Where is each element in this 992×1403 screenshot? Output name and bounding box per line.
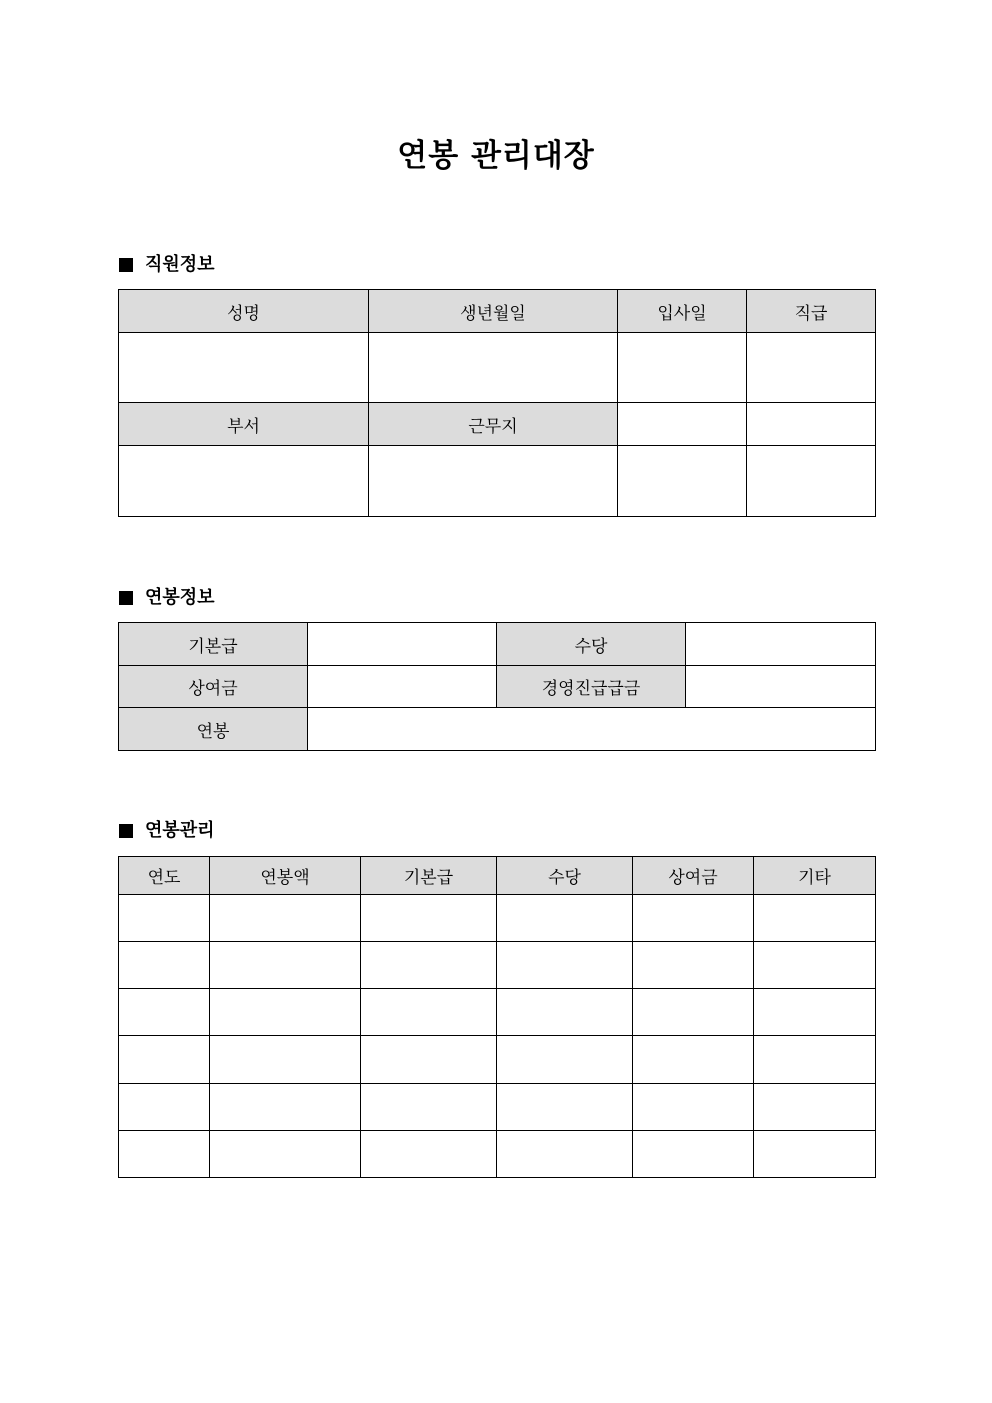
table-header-row	[119, 403, 876, 446]
base-pay-cell[interactable]	[361, 1036, 497, 1084]
bonus-cell[interactable]	[633, 895, 754, 942]
bonus-header: 상여금	[633, 857, 754, 895]
annual-amount-cell[interactable]	[210, 1131, 361, 1178]
table-row	[119, 942, 876, 989]
bonus-cell[interactable]	[633, 942, 754, 989]
allowance-cell[interactable]	[497, 989, 633, 1036]
birthdate-header: 생년월일	[369, 290, 618, 333]
bonus-cell[interactable]	[633, 989, 754, 1036]
base-pay-cell[interactable]	[361, 1131, 497, 1178]
allowance-cell[interactable]	[497, 942, 633, 989]
incentive-label: 경영진급급금	[497, 666, 686, 708]
base-pay-cell[interactable]	[361, 895, 497, 942]
workplace-header: 근무지	[369, 403, 618, 446]
salary-info-table	[118, 622, 876, 751]
bonus-cell[interactable]	[633, 1084, 754, 1131]
year-cell[interactable]	[119, 1131, 210, 1178]
black-square-bullet-icon	[119, 258, 133, 272]
table-row	[119, 1084, 876, 1131]
table-row	[119, 446, 876, 517]
workplace-field[interactable]	[369, 446, 618, 517]
section-heading-employee-info	[119, 253, 215, 277]
black-square-bullet-icon	[119, 591, 133, 605]
other-cell[interactable]	[754, 1084, 876, 1131]
position-header: 직급	[747, 290, 876, 333]
base-pay-cell[interactable]	[361, 1084, 497, 1131]
annual-amount-cell[interactable]	[210, 989, 361, 1036]
other-cell[interactable]	[754, 989, 876, 1036]
name-field[interactable]	[119, 333, 369, 403]
table-row	[119, 989, 876, 1036]
empty-cell[interactable]	[618, 403, 747, 446]
year-cell[interactable]	[119, 895, 210, 942]
annual-amount-cell[interactable]	[210, 1084, 361, 1131]
bonus-cell[interactable]	[633, 1036, 754, 1084]
base-pay-cell[interactable]	[361, 942, 497, 989]
other-cell[interactable]	[754, 1036, 876, 1084]
name-header: 성명	[119, 290, 369, 333]
allowance-label: 수당	[497, 623, 686, 666]
annual-amount-cell[interactable]	[210, 895, 361, 942]
allowance-cell[interactable]	[497, 895, 633, 942]
annual-salary-label: 연봉	[119, 708, 308, 751]
table-row	[119, 708, 876, 751]
salary-management-table	[118, 856, 876, 1178]
other-cell[interactable]	[754, 895, 876, 942]
empty-cell[interactable]	[747, 403, 876, 446]
table-header-row	[119, 290, 876, 333]
hire-date-header: 입사일	[618, 290, 747, 333]
annual-amount-cell[interactable]	[210, 942, 361, 989]
annual-amount-cell[interactable]	[210, 1036, 361, 1084]
section-heading-label: 직원정보	[145, 254, 215, 275]
annual-amount-header: 연봉액	[210, 857, 361, 895]
section-heading-salary-info	[119, 586, 215, 610]
other-cell[interactable]	[754, 942, 876, 989]
table-row	[119, 1131, 876, 1178]
position-field[interactable]	[747, 333, 876, 403]
base-pay-label: 기본급	[119, 623, 308, 666]
year-cell[interactable]	[119, 1036, 210, 1084]
employee-info-table	[118, 289, 876, 517]
allowance-header: 수당	[497, 857, 633, 895]
bonus-field[interactable]	[308, 666, 497, 708]
year-header: 연도	[119, 857, 210, 895]
other-header: 기타	[754, 857, 876, 895]
annual-salary-field[interactable]	[308, 708, 876, 751]
table-header-row	[119, 857, 876, 895]
document-title: 연봉 관리대장	[397, 138, 595, 174]
allowance-field[interactable]	[686, 623, 876, 666]
allowance-cell[interactable]	[497, 1131, 633, 1178]
section-heading-label: 연봉정보	[145, 587, 215, 608]
year-cell[interactable]	[119, 1084, 210, 1131]
year-cell[interactable]	[119, 942, 210, 989]
empty-cell[interactable]	[747, 446, 876, 517]
allowance-cell[interactable]	[497, 1036, 633, 1084]
base-pay-cell[interactable]	[361, 989, 497, 1036]
section-heading-label: 연봉관리	[145, 820, 215, 841]
table-row	[119, 333, 876, 403]
section-heading-salary-management	[119, 819, 215, 843]
department-header: 부서	[119, 403, 369, 446]
incentive-field[interactable]	[686, 666, 876, 708]
bonus-cell[interactable]	[633, 1131, 754, 1178]
bonus-label: 상여금	[119, 666, 308, 708]
empty-cell[interactable]	[618, 446, 747, 517]
allowance-cell[interactable]	[497, 1084, 633, 1131]
table-row	[119, 666, 876, 708]
department-field[interactable]	[119, 446, 369, 517]
hire-date-field[interactable]	[618, 333, 747, 403]
table-row	[119, 895, 876, 942]
year-cell[interactable]	[119, 989, 210, 1036]
table-row	[119, 1036, 876, 1084]
other-cell[interactable]	[754, 1131, 876, 1178]
black-square-bullet-icon	[119, 824, 133, 838]
birthdate-field[interactable]	[369, 333, 618, 403]
table-row	[119, 623, 876, 666]
base-pay-header: 기본급	[361, 857, 497, 895]
base-pay-field[interactable]	[308, 623, 497, 666]
